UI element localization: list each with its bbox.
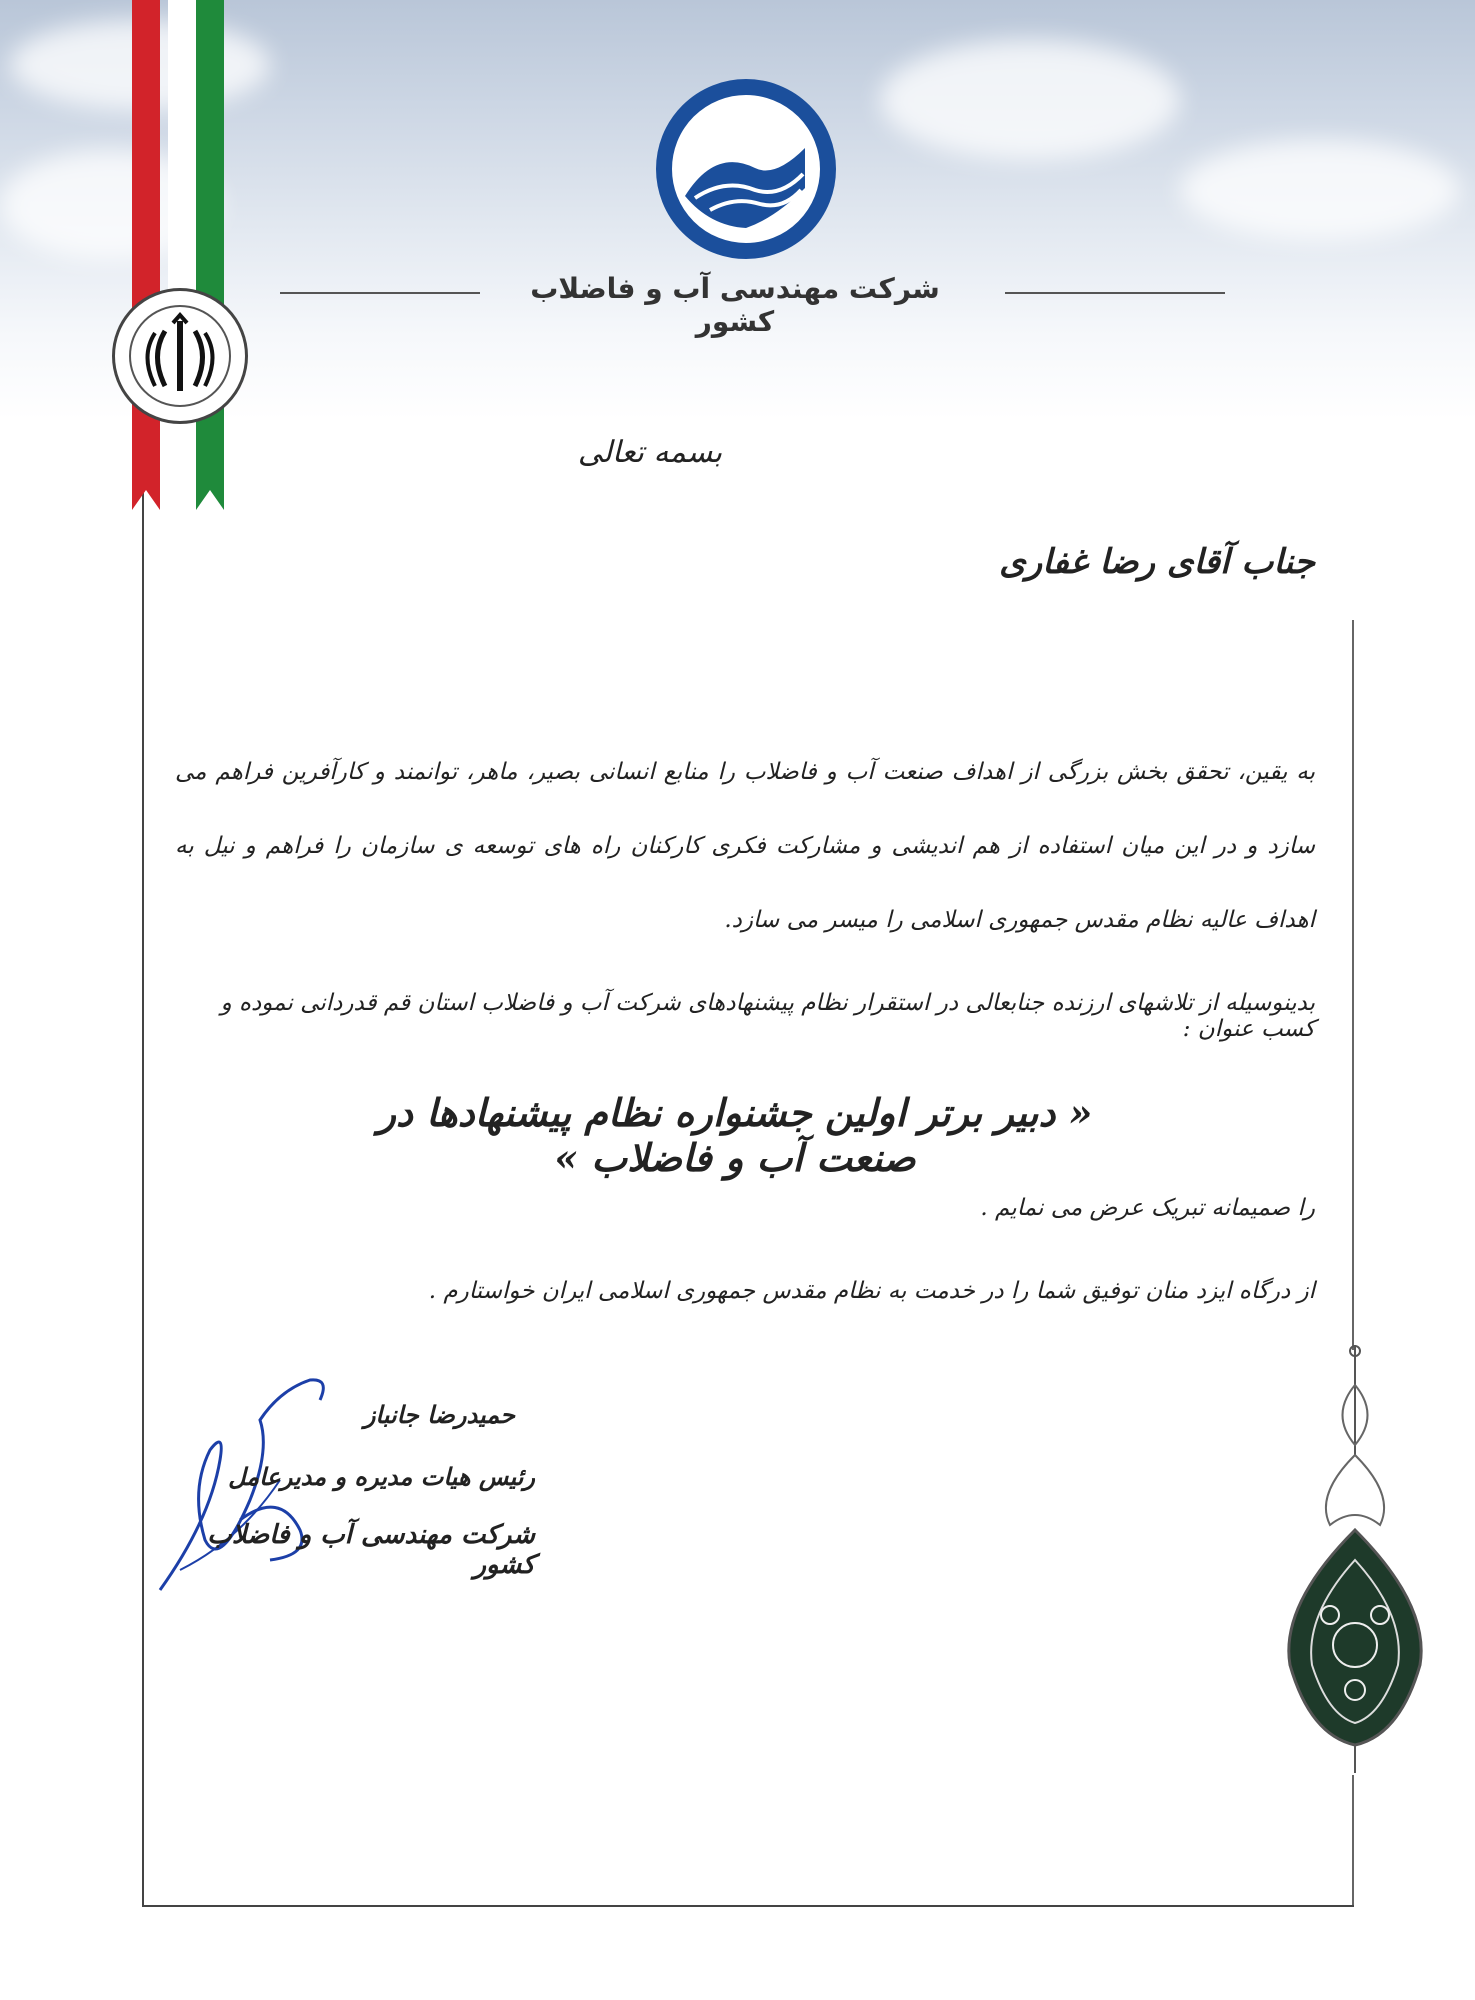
decorative-ornament-icon <box>1260 1345 1450 1775</box>
recipient-name: جناب آقای رضا غفاری <box>999 542 1315 582</box>
document-border-right <box>1352 620 1354 1350</box>
cloud <box>1180 140 1460 240</box>
award-title: « دبیر برتر اولین جشنواره نظام پیشنهادها در صنعت آب و فاضلاب » <box>377 1090 1093 1180</box>
congratulation-line: را صمیمانه تبریک عرض می نمایم . <box>980 1195 1315 1221</box>
letter-paragraph: بدینوسیله از تلاشهای ارزنده جنابعالی در استقرار نظام پیشنهادهای شرکت آب و فاضلاب استان قم قدردانی نموده و کسب عنوان : <box>220 990 1315 1042</box>
signatory-title: رئیس هیات مدیره و مدیرعامل <box>228 1462 535 1491</box>
iran-emblem-icon <box>112 288 248 424</box>
signatory-name: حمیدرضا جانباز <box>363 1400 515 1429</box>
flag-ribbon <box>132 0 232 540</box>
invocation: بسمه تعالی <box>577 435 723 470</box>
header-rule <box>280 292 480 294</box>
company-name: شرکت مهندسی آب و فاضلاب کشور <box>530 272 940 338</box>
signatory-organization: شرکت مهندسی آب و فاضلاب کشور <box>207 1520 535 1580</box>
water-company-logo <box>655 78 837 260</box>
header-rule <box>1005 292 1225 294</box>
document-border-right <box>1352 1775 1354 1905</box>
closing-line: از درگاه ایزد منان توفیق شما را در خدمت به نظام مقدس جمهوری اسلامی ایران خواستارم . <box>428 1278 1315 1304</box>
letter-paragraph: به یقین، تحقق بخش بزرگی از اهداف صنعت آب و فاضلاب را منابع انسانی بصیر، ماهر، توانمند و کارآفرین فراهم می سازد و در این میان استفاده از هم اندیشی و مشارکت فکری کارکنان راه های توسعه ی سازمان را فراهم و نیل به اهداف عالیه نظام مقدس جمهوری اسلامی را میسر می سازد. <box>175 759 1315 933</box>
cloud <box>880 40 1180 160</box>
